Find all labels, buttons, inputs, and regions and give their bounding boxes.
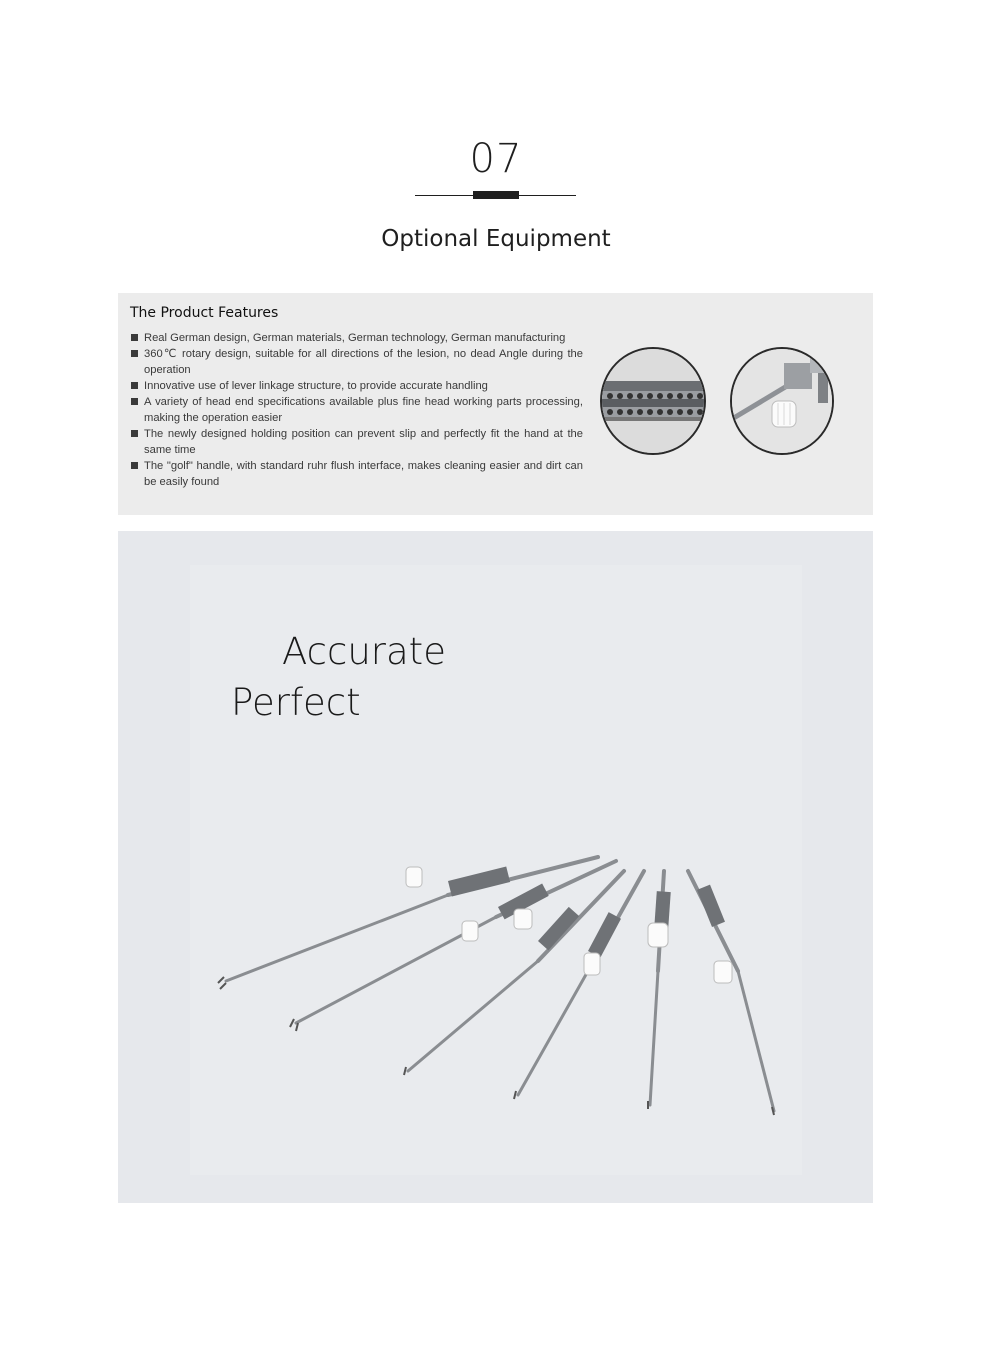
- detail-image-shaft: [600, 347, 706, 455]
- tagline-perfect: Perfect: [231, 681, 361, 724]
- feature-item: [130, 394, 583, 426]
- product-panel: [118, 531, 873, 1203]
- square-bullet-icon: [131, 398, 138, 405]
- feature-text: Real German design, German materials, German technology, German manufacturing: [144, 332, 566, 344]
- feature-list: [130, 330, 583, 490]
- square-bullet-icon: [131, 430, 138, 437]
- square-bullet-icon: [131, 462, 138, 469]
- section-number: 07: [469, 136, 523, 182]
- tagline-accurate: Accurate: [282, 630, 446, 673]
- square-bullet-icon: [131, 382, 138, 389]
- feature-item: [130, 378, 583, 394]
- feature-item: [130, 426, 583, 458]
- features-panel: [118, 293, 873, 515]
- feature-item: [130, 346, 583, 378]
- feature-text: A variety of head end specifications available plus fine head working parts processing, making the operation easier: [144, 396, 583, 424]
- feature-item: [130, 458, 583, 490]
- feature-item: [130, 330, 583, 346]
- section-divider-block: [473, 191, 519, 199]
- feature-text: 360℃ rotary design, suitable for all directions of the lesion, no dead Angle during the operation: [144, 348, 583, 376]
- square-bullet-icon: [131, 334, 138, 341]
- detail-image-handle: [730, 347, 834, 455]
- feature-text: The "golf" handle, with standard ruhr flush interface, makes cleaning easier and dirt can be easily found: [144, 460, 583, 488]
- feature-text: The newly designed holding position can prevent slip and perfectly fit the hand at the same time: [144, 428, 583, 456]
- features-heading: The Product Features: [130, 305, 279, 321]
- feature-text: Innovative use of lever linkage structure, to provide accurate handling: [144, 380, 488, 392]
- square-bullet-icon: [131, 350, 138, 357]
- instrument-set-illustration: [118, 531, 873, 1203]
- section-title: Optional Equipment: [381, 226, 611, 252]
